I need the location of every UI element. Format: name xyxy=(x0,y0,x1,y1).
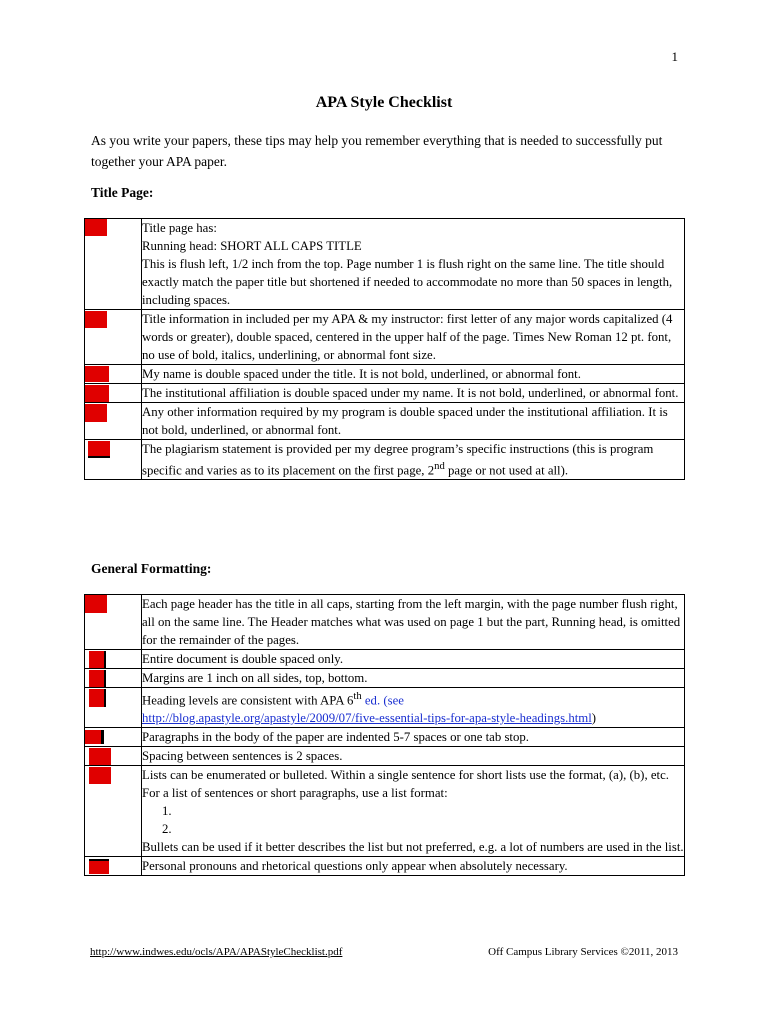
apa-style-link[interactable]: http://blog.apastyle.org/apastyle/2009/07/five-essential-tips-for-apa-style-headings.html xyxy=(142,711,592,726)
checklist-row xyxy=(85,766,685,857)
checklist-item-text xyxy=(142,688,685,728)
checkbox-cell[interactable] xyxy=(85,688,142,728)
checklist-row xyxy=(85,365,685,384)
section-heading-title-page: Title Page: xyxy=(91,185,154,200)
footer-copyright: Off Campus Library Services ©2011, 2013 xyxy=(488,946,678,958)
checklist-row xyxy=(85,688,685,728)
checkbox-cell[interactable] xyxy=(85,766,142,857)
page-number: 1 xyxy=(671,49,678,64)
checklist-item-text xyxy=(142,440,685,480)
checklist-row xyxy=(85,595,685,650)
checklist-row xyxy=(85,669,685,688)
checklist-item-text: Spacing between sentences is 2 spaces. xyxy=(142,747,685,766)
checkbox-marker[interactable] xyxy=(85,311,107,328)
checklist-item-text xyxy=(142,219,685,310)
checkbox-marker[interactable] xyxy=(85,219,107,236)
item-superscript: th xyxy=(353,691,362,702)
checklist-item-text: The institutional affiliation is double spaced under my name. It is not bold, underlined, or abnormal font. xyxy=(142,384,685,403)
item-line: Title page has: xyxy=(142,221,217,235)
checkbox-marker[interactable] xyxy=(88,441,110,458)
checkbox-marker[interactable] xyxy=(85,366,109,382)
general-formatting-checklist xyxy=(84,594,685,876)
checklist-row xyxy=(85,857,685,876)
checklist-item-text: Margins are 1 inch on all sides, top, bottom. xyxy=(142,669,685,688)
item-line xyxy=(142,709,684,727)
checkbox-marker[interactable] xyxy=(85,595,107,613)
item-line xyxy=(142,688,684,709)
checkbox-cell[interactable] xyxy=(85,219,142,310)
list-item: 1. xyxy=(162,804,172,819)
checklist-row xyxy=(85,310,685,365)
checkbox-cell[interactable] xyxy=(85,747,142,766)
item-text: Heading levels are consistent with APA 6 xyxy=(142,693,354,708)
checkbox-marker[interactable] xyxy=(89,689,106,707)
checklist-item-text: Title information in included per my APA & my instructor: first letter of any major words capitalized (4 words or greater), double spaced, centered in the upper half of the page. Times New Roman 12 pt. font, no use of bold, italics, underlining, or abnormal font size. xyxy=(142,310,685,365)
item-text: ) xyxy=(591,711,597,726)
checklist-row xyxy=(85,384,685,403)
checkbox-marker[interactable] xyxy=(85,404,107,422)
item-text: Lists can be enumerated or bulleted. Within a single sentence for short lists use the format, (a), (b), etc. For a list of sentences or short paragraphs, use a list format: xyxy=(142,768,669,801)
checklist-row xyxy=(85,219,685,310)
item-line: Running head: SHORT ALL CAPS TITLE xyxy=(142,239,362,253)
checkbox-cell[interactable] xyxy=(85,440,142,480)
checkbox-marker[interactable] xyxy=(89,651,106,668)
checklist-item-text: Paragraphs in the body of the paper are indented 5-7 spaces or one tab stop. xyxy=(142,728,685,747)
title-page-checklist xyxy=(84,218,685,480)
checklist-item-text: Any other information required by my program is double spaced under the institutional affiliation. It is not bold, underlined, or abnormal font. xyxy=(142,403,685,440)
checkbox-cell[interactable] xyxy=(85,365,142,384)
checkbox-cell[interactable] xyxy=(85,595,142,650)
checklist-row xyxy=(85,650,685,669)
checklist-item-text: Each page header has the title in all caps, starting from the left margin, with the page number flush right, all on the same line. The Header matches what was used on page 1 but the part, Running head, is omitted for the remainder of the pages. xyxy=(142,595,685,650)
checkbox-cell[interactable] xyxy=(85,403,142,440)
footer-url-link[interactable]: http://www.indwes.edu/ocls/APA/APAStyleChecklist.pdf xyxy=(90,946,343,958)
checklist-item-text: Personal pronouns and rhetorical questions only appear when absolutely necessary. xyxy=(142,857,685,876)
item-text: Bullets can be used if it better describes the list but not preferred, e.g. a lot of numbers are used in the list. xyxy=(142,840,684,855)
checkbox-marker[interactable] xyxy=(85,385,109,402)
checkbox-cell[interactable] xyxy=(85,857,142,876)
checkbox-marker[interactable] xyxy=(89,670,106,687)
checklist-item-text: Entire document is double spaced only. xyxy=(142,650,685,669)
item-link-prefix: ed. (see xyxy=(361,693,404,708)
checklist-row xyxy=(85,403,685,440)
checkbox-marker[interactable] xyxy=(89,748,111,765)
checkbox-marker[interactable] xyxy=(85,730,104,744)
checkbox-cell[interactable] xyxy=(85,310,142,365)
checkbox-marker[interactable] xyxy=(89,767,111,784)
checklist-item-text xyxy=(142,766,685,857)
checklist-item-text: My name is double spaced under the title. It is not bold, underlined, or abnormal font. xyxy=(142,365,685,384)
item-text: page or not used at all). xyxy=(444,463,569,478)
checklist-row xyxy=(85,747,685,766)
section-heading-general-formatting: General Formatting: xyxy=(91,561,212,576)
checkbox-cell[interactable] xyxy=(85,728,142,747)
checklist-row xyxy=(85,728,685,747)
document-title: APA Style Checklist xyxy=(315,94,453,111)
intro-paragraph: As you write your papers, these tips may help you remember everything that is needed to successfully put together your APA paper. xyxy=(91,133,663,169)
checkbox-cell[interactable] xyxy=(85,650,142,669)
item-superscript: nd xyxy=(434,461,445,472)
checkbox-marker[interactable] xyxy=(89,859,109,874)
checklist-row xyxy=(85,440,685,480)
list-item: 2. xyxy=(162,822,172,837)
item-text: The plagiarism statement is provided per my degree program’s specific instructions (this is program specific and varies as to its placement on the first page, 2 xyxy=(142,442,654,478)
checkbox-cell[interactable] xyxy=(85,384,142,403)
checkbox-cell[interactable] xyxy=(85,669,142,688)
item-line: This is flush left, 1/2 inch from the top. Page number 1 is flush right on the same line. The title should exactly match the paper title but shortened if needed to accommodate no more than 50 spaces in length, including spaces. xyxy=(142,257,673,307)
